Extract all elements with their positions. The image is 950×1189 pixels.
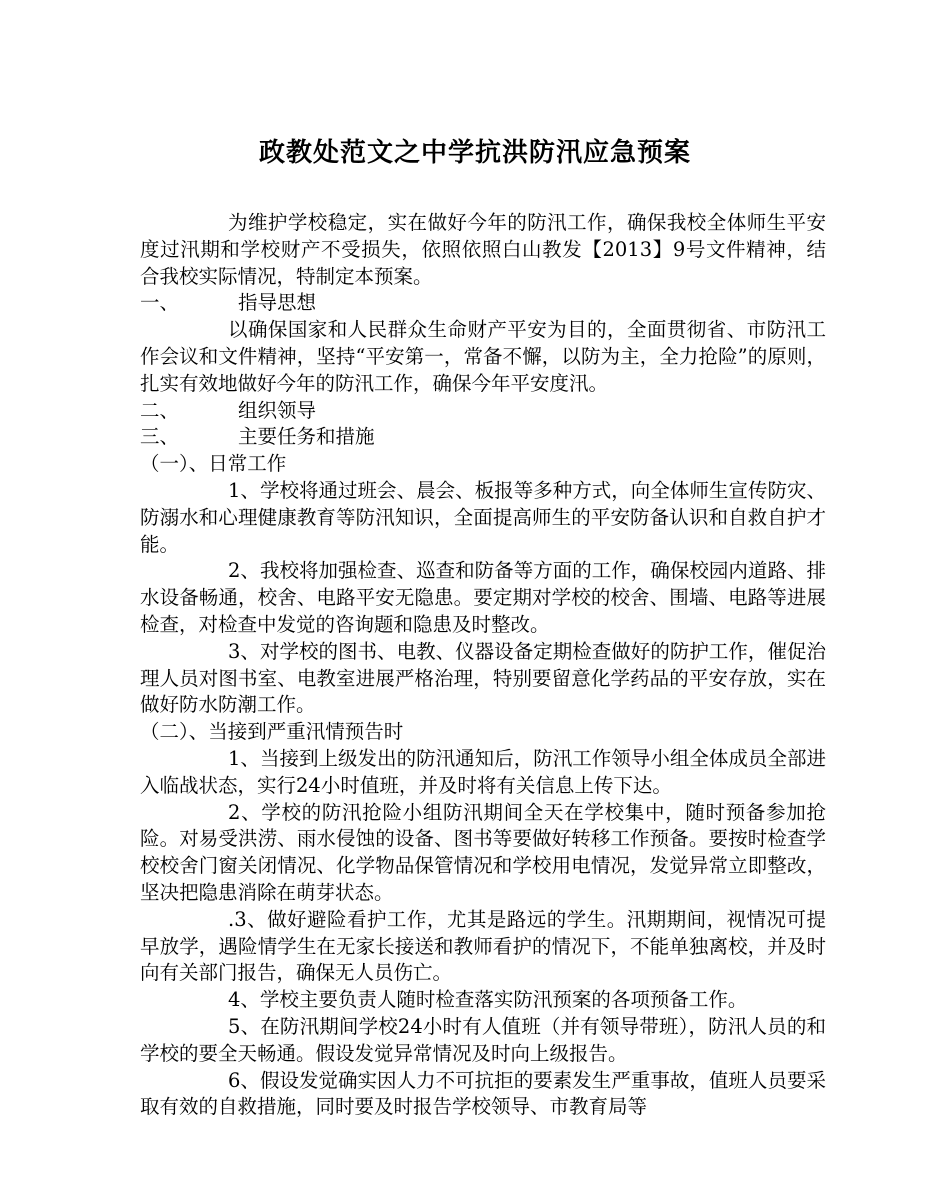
document-body <box>140 210 826 1121</box>
list-item: 3、对学校的图书、电教、仪器设备定期检查做好的防护工作，催促治理人员对图书室、电教室进展严格治理，特别要留意化学药品的平安存放，实在做好防水防潮工作。 <box>140 639 826 717</box>
list-item: .3、做好避险看护工作，尤其是路远的学生。汛期期间，视情况可提早放学，遇险情学生在无家长接送和教师看护的情况下，不能单独离校，并及时向有关部门报告，确保无人员伤亡。 <box>140 907 826 985</box>
section-3-number: 三、 <box>140 425 180 449</box>
section-1-heading <box>140 290 826 317</box>
subsection-1-heading: （一）、日常工作 <box>140 452 287 476</box>
list-item: 1、学校将通过班会、晨会、板报等多种方式，向全体师生宣传防灾、防溺水和心理健康教育等防汛知识，全面提高师生的平安防备认识和自救自护才能。 <box>140 478 826 556</box>
section-1-number: 一、 <box>140 291 180 315</box>
section-3-title: 主要任务和措施 <box>238 425 375 449</box>
document-title: 政教处范文之中学抗洪防汛应急预案 <box>258 138 691 168</box>
subsection-2-heading: （二）、当接到严重汛情预告时 <box>140 720 404 744</box>
list-item: 6、假设发觉确实因人力不可抗拒的要素发生严重事故，值班人员要采取有效的自救措施，同时要及时报告学校领导、市教育局等 <box>140 1068 826 1119</box>
section-2-heading <box>140 398 826 425</box>
list-item: 2、学校的防汛抢险小组防汛期间全天在学校集中，随时预备参加抢险。对易受洪涝、雨水侵蚀的设备、图书等要做好转移工作预备。要按时检查学校校舍门窗关闭情况、化学物品保管情况和学校用电情况，发觉异常立即整改，坚决把隐患消除在萌芽状态。 <box>140 800 826 904</box>
section-2-title: 组织领导 <box>238 398 317 422</box>
section-1-paragraph: 以确保国家和人民群众生命财产平安为目的，全面贯彻省、市防汛工作会议和文件精神，坚持“平安第一，常备不懈，以防为主，全力抢险”的原则，扎实有效地做好今年的防汛工作，确保今年平安度汛。 <box>140 318 826 395</box>
list-item: 1、当接到上级发出的防汛通知后，防汛工作领导小组全体成员全部进入临战状态，实行24小时值班，并及时将有关信息上传下达。 <box>140 746 826 797</box>
list-item: 4、学校主要负责人随时检查落实防汛预案的各项预备工作。 <box>228 988 748 1012</box>
list-item: 5、在防汛期间学校24小时有人值班（并有领导带班），防汛人员的和学校的要全天畅通。假设发觉异常情况及时向上级报告。 <box>140 1014 826 1065</box>
section-3-heading <box>140 424 826 451</box>
intro-paragraph: 为维护学校稳定，实在做好今年的防汛工作，确保我校全体师生平安度过汛期和学校财产不受损失，依照依照白山教发【2013】9号文件精神，结合我校实际情况，特制定本预案。 <box>140 211 826 288</box>
section-2-number: 二、 <box>140 398 180 422</box>
list-item: 2、我校将加强检查、巡查和防备等方面的工作，确保校园内道路、排水设备畅通，校舍、电路平安无隐患。要定期对学校的校舍、围墙、电路等进展检查，对检查中发觉的咨询题和隐患及时整改。 <box>140 559 826 636</box>
section-1-title: 指导思想 <box>238 291 317 315</box>
